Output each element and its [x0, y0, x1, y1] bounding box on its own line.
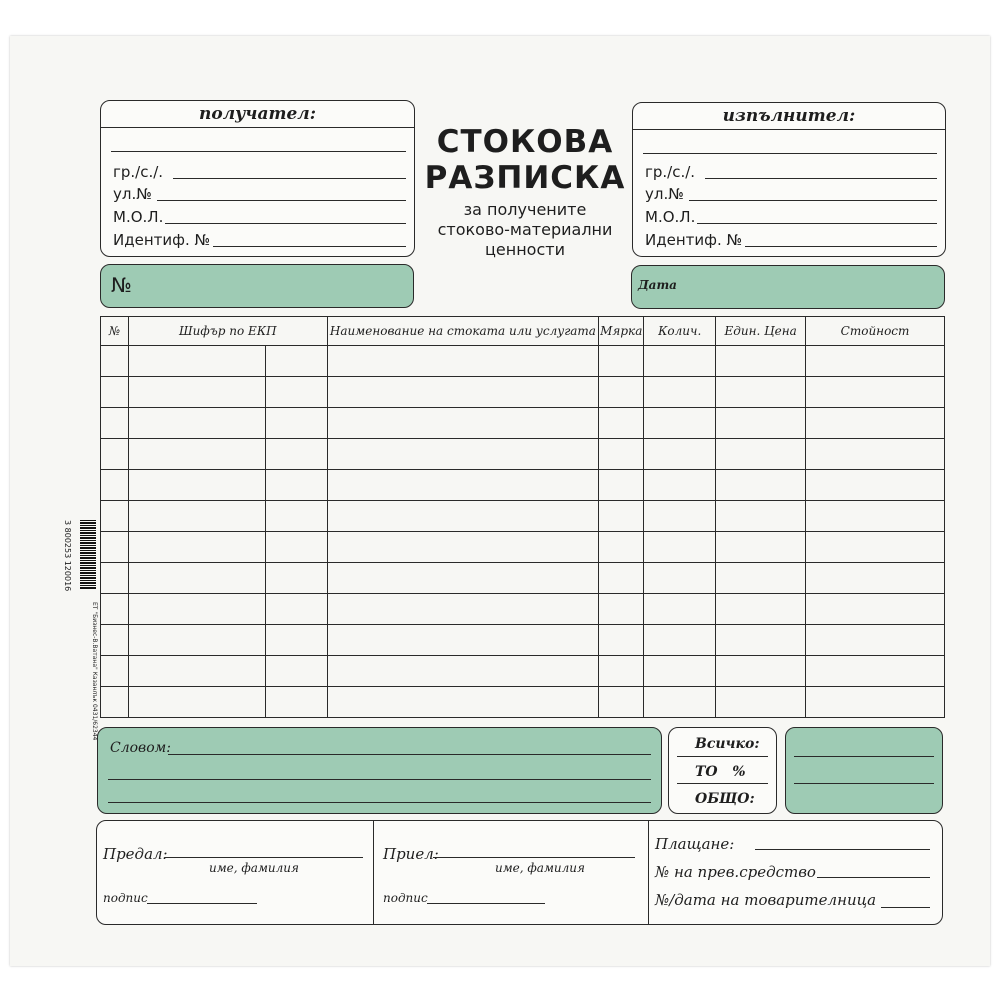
handed-name-caption: име, фамилия [209, 861, 299, 875]
received-name-caption: име, фамилия [495, 861, 585, 875]
table-cell[interactable] [644, 532, 716, 563]
table-row [101, 439, 945, 470]
table-cell[interactable] [101, 625, 129, 656]
subtitle-line3: ценности [485, 240, 565, 259]
table-cell[interactable] [716, 656, 806, 687]
table-cell[interactable] [716, 594, 806, 625]
table-row [101, 563, 945, 594]
title-line1: СТОКОВА [436, 124, 614, 160]
vehicle-line[interactable] [817, 877, 930, 878]
number-label: № [111, 273, 132, 297]
table-cell[interactable] [101, 656, 129, 687]
table-cell[interactable] [128, 470, 265, 501]
table-cell[interactable] [128, 594, 265, 625]
table-cell[interactable] [327, 408, 599, 439]
table-cell[interactable] [101, 377, 129, 408]
table-cell[interactable] [101, 687, 129, 718]
table-cell[interactable] [128, 408, 265, 439]
contractor-ident-label: Идентиф. № [645, 231, 743, 249]
received-label: Приел: [383, 845, 439, 863]
table-cell[interactable] [644, 594, 716, 625]
table-cell[interactable] [716, 377, 806, 408]
barcode-number: 3 800253 120016 [63, 520, 72, 592]
table-cell[interactable] [101, 563, 129, 594]
recipient-mol-line[interactable] [165, 223, 406, 224]
contractor-street-label: ул.№ [645, 185, 684, 203]
vat-label: ТО % [695, 764, 746, 780]
table-cell[interactable] [644, 408, 716, 439]
table-cell[interactable] [806, 687, 945, 718]
table-cell[interactable] [806, 532, 945, 563]
contractor-ident-line[interactable] [745, 246, 937, 247]
table-cell[interactable] [716, 439, 806, 470]
table-cell[interactable] [599, 346, 644, 377]
document-title [420, 124, 630, 260]
table-cell[interactable] [716, 346, 806, 377]
table-row [101, 408, 945, 439]
col-value: Стойност [806, 317, 945, 346]
payment-line[interactable] [755, 849, 930, 850]
handed-sign-label: подпис [103, 891, 148, 905]
table-cell[interactable] [716, 470, 806, 501]
table-cell[interactable] [265, 408, 327, 439]
contractor-city-label: гр./с./. [645, 163, 696, 181]
words-field[interactable] [97, 727, 662, 814]
table-cell[interactable] [327, 470, 599, 501]
table-cell[interactable] [327, 501, 599, 532]
date-field[interactable] [631, 265, 945, 309]
table-cell[interactable] [806, 439, 945, 470]
handed-name-line[interactable] [165, 857, 363, 858]
table-cell[interactable] [128, 563, 265, 594]
table-cell[interactable] [599, 594, 644, 625]
totals-labels-box [668, 727, 777, 814]
barcode [80, 520, 96, 590]
table-cell[interactable] [101, 346, 129, 377]
table-cell[interactable] [716, 563, 806, 594]
table-cell[interactable] [599, 408, 644, 439]
table-cell[interactable] [327, 687, 599, 718]
recipient-city-line[interactable] [173, 178, 406, 179]
table-cell[interactable] [806, 625, 945, 656]
contractor-city-line[interactable] [705, 178, 937, 179]
table-cell[interactable] [101, 594, 129, 625]
table-cell[interactable] [644, 625, 716, 656]
table-row [101, 594, 945, 625]
table-cell[interactable] [327, 346, 599, 377]
table-cell[interactable] [128, 532, 265, 563]
received-sign-label: подпис [383, 891, 428, 905]
table-cell[interactable] [265, 625, 327, 656]
vehicle-label: № на прев.средство [655, 863, 816, 881]
table-row [101, 377, 945, 408]
totals-values-field[interactable] [785, 727, 943, 814]
table-cell[interactable] [327, 532, 599, 563]
table-cell[interactable] [128, 439, 265, 470]
payment-label: Плащане: [655, 835, 735, 853]
table-cell[interactable] [265, 656, 327, 687]
table-cell[interactable] [265, 346, 327, 377]
table-row [101, 625, 945, 656]
handed-sign-line[interactable] [147, 903, 257, 904]
table-cell[interactable] [128, 687, 265, 718]
recipient-ident-line[interactable] [213, 246, 406, 247]
table-cell[interactable] [599, 377, 644, 408]
date-label: Дата [638, 278, 677, 292]
col-ekp-code: Шифър по ЕКП [128, 317, 327, 346]
number-field[interactable] [100, 264, 414, 308]
table-cell[interactable] [599, 656, 644, 687]
table-cell[interactable] [644, 687, 716, 718]
table-cell[interactable] [327, 625, 599, 656]
col-unit-price: Един. Цена [716, 317, 806, 346]
recipient-box [100, 100, 415, 257]
col-unit: Мярка [599, 317, 644, 346]
table-row [101, 470, 945, 501]
table-cell[interactable] [806, 656, 945, 687]
table-cell[interactable] [716, 687, 806, 718]
col-quantity: Колич. [644, 317, 716, 346]
recipient-city-label: гр./с./. [113, 163, 164, 181]
table-cell[interactable] [101, 532, 129, 563]
waybill-label: №/дата на товарителница [655, 891, 877, 909]
contractor-name-line[interactable] [643, 153, 937, 154]
table-cell[interactable] [128, 346, 265, 377]
table-cell[interactable] [644, 377, 716, 408]
table-cell[interactable] [128, 625, 265, 656]
table-cell[interactable] [716, 501, 806, 532]
table-cell[interactable] [101, 408, 129, 439]
table-cell[interactable] [806, 377, 945, 408]
table-cell[interactable] [101, 439, 129, 470]
table-header-row [101, 317, 945, 346]
waybill-line[interactable] [881, 907, 930, 908]
table-cell[interactable] [265, 501, 327, 532]
table-cell[interactable] [806, 408, 945, 439]
table-cell[interactable] [806, 470, 945, 501]
table-cell[interactable] [128, 377, 265, 408]
table-cell[interactable] [716, 532, 806, 563]
subtitle-line1: за получените [463, 200, 587, 219]
table-cell[interactable] [265, 563, 327, 594]
recipient-name-line[interactable] [111, 151, 406, 152]
table-cell[interactable] [327, 594, 599, 625]
signatures-box [96, 820, 943, 925]
table-cell[interactable] [644, 470, 716, 501]
table-cell[interactable] [101, 470, 129, 501]
table-row [101, 532, 945, 563]
table-cell[interactable] [644, 563, 716, 594]
table-cell[interactable] [327, 563, 599, 594]
table-cell[interactable] [599, 439, 644, 470]
table-cell[interactable] [327, 656, 599, 687]
table-cell[interactable] [265, 532, 327, 563]
subtitle-line2: стоково-материални [437, 220, 613, 239]
table-cell[interactable] [806, 563, 945, 594]
contractor-mol-label: М.О.Л. [645, 208, 696, 226]
table-cell[interactable] [265, 439, 327, 470]
table-cell[interactable] [101, 501, 129, 532]
table-cell[interactable] [599, 563, 644, 594]
total-all-label: Всичко: [695, 736, 760, 752]
table-cell[interactable] [265, 470, 327, 501]
table-cell[interactable] [327, 439, 599, 470]
table-row [101, 656, 945, 687]
table-cell[interactable] [599, 625, 644, 656]
table-cell[interactable] [806, 346, 945, 377]
table-cell[interactable] [806, 594, 945, 625]
items-table [100, 316, 945, 718]
received-name-line[interactable] [433, 857, 635, 858]
table-cell[interactable] [716, 625, 806, 656]
words-label: Словом: [110, 740, 171, 756]
table-cell[interactable] [644, 346, 716, 377]
printer-note: ЕТ "Бизнес-В.Ватана" Казанлък 0431/62344 [91, 602, 98, 741]
received-sign-line[interactable] [427, 903, 545, 904]
recipient-street-label: ул.№ [113, 185, 152, 203]
table-cell[interactable] [806, 501, 945, 532]
table-cell[interactable] [716, 408, 806, 439]
col-item-name: Наименование на стоката или услугата [327, 317, 599, 346]
table-cell[interactable] [265, 594, 327, 625]
recipient-ident-label: Идентиф. № [113, 231, 211, 249]
table-cell[interactable] [128, 501, 265, 532]
col-number: № [101, 317, 129, 346]
table-cell[interactable] [265, 377, 327, 408]
table-row [101, 687, 945, 718]
table-cell[interactable] [644, 656, 716, 687]
contractor-box [632, 102, 946, 257]
table-cell[interactable] [599, 687, 644, 718]
table-cell[interactable] [599, 470, 644, 501]
table-cell[interactable] [327, 377, 599, 408]
grand-total-label: ОБЩО: [695, 791, 755, 807]
contractor-mol-line[interactable] [697, 223, 937, 224]
table-cell[interactable] [599, 501, 644, 532]
table-cell[interactable] [644, 501, 716, 532]
table-cell[interactable] [128, 656, 265, 687]
table-row [101, 501, 945, 532]
table-cell[interactable] [644, 439, 716, 470]
recipient-header: получател: [101, 101, 414, 128]
table-cell[interactable] [265, 687, 327, 718]
table-row [101, 346, 945, 377]
table-cell[interactable] [599, 532, 644, 563]
contractor-header: изпълнител: [633, 103, 945, 130]
title-line2: РАЗПИСКА [424, 160, 626, 196]
contractor-street-line[interactable] [689, 200, 937, 201]
recipient-street-line[interactable] [157, 200, 406, 201]
recipient-mol-label: М.О.Л. [113, 208, 164, 226]
handed-label: Предал: [103, 845, 168, 863]
